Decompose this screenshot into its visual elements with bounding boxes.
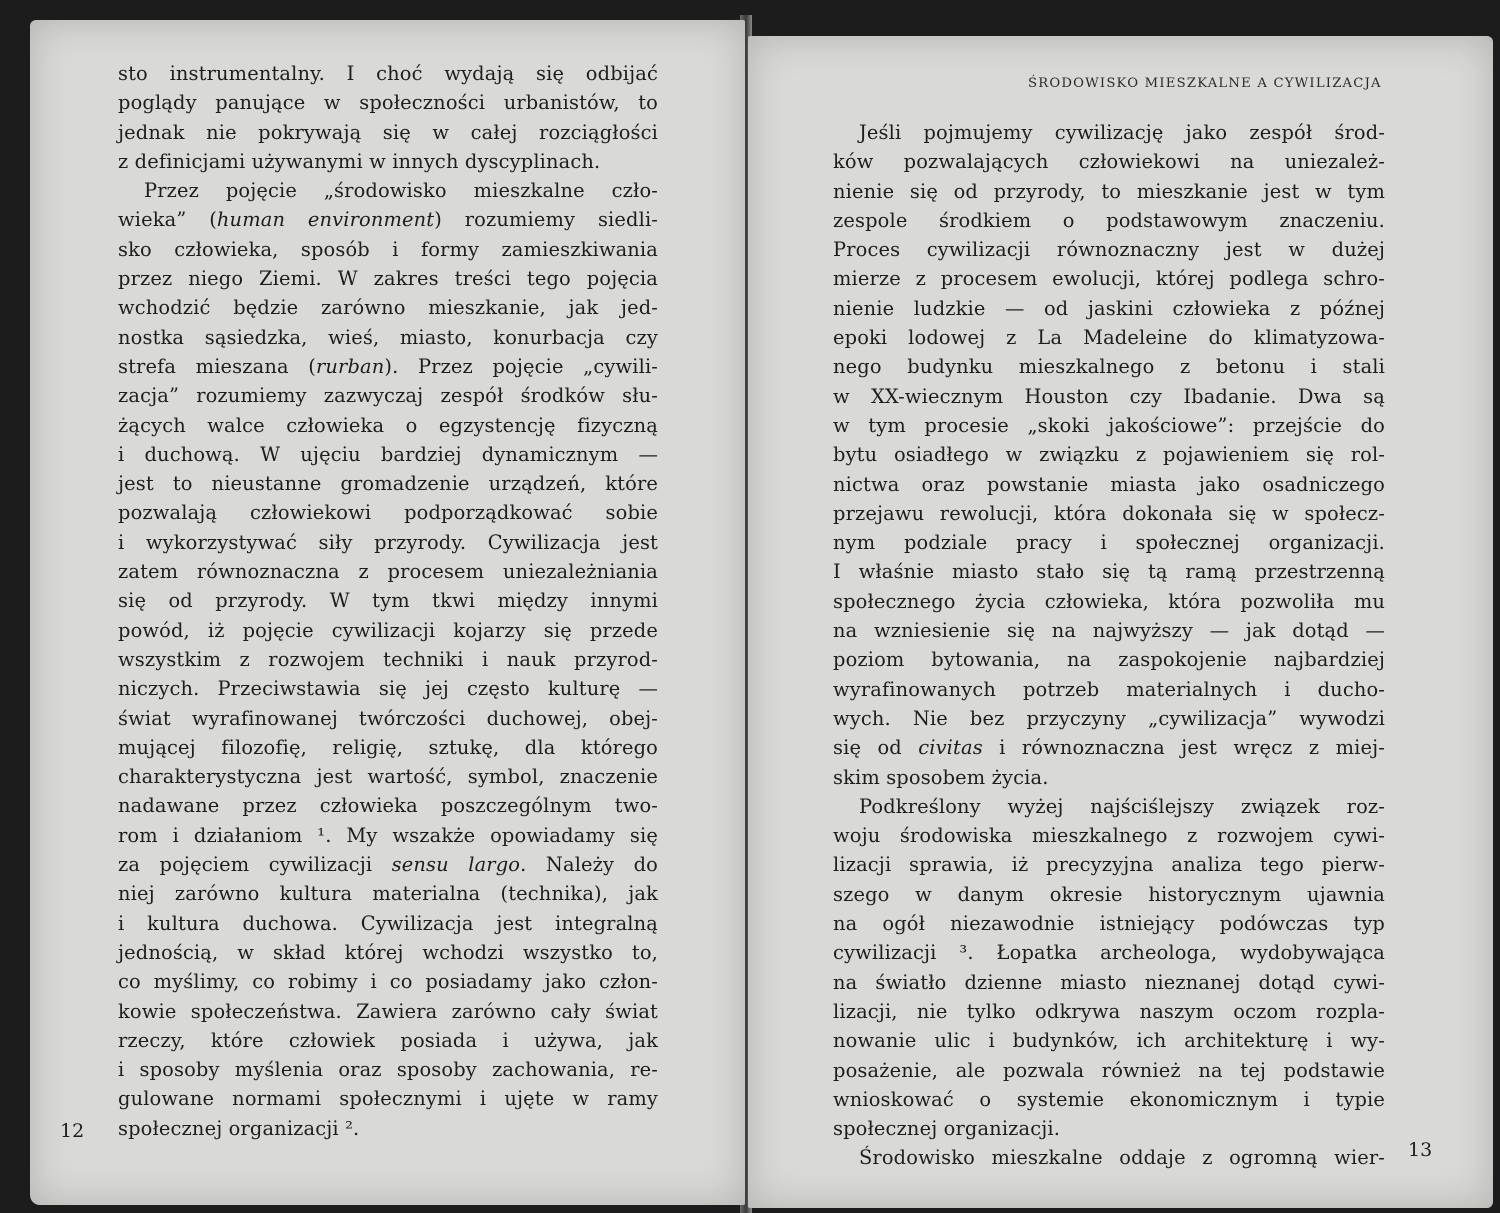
- text-segment: nictwa oraz powstanie miasta jako osadniczego: [833, 472, 1385, 496]
- text-line: [833, 352, 1385, 381]
- text-segment: żących walce człowieka o egzystencję fizyczną: [118, 413, 658, 437]
- text-segment: wych. Nie bez przyczyny „cywilizacja” wywodzi: [833, 706, 1385, 730]
- italic-text: human environment: [216, 208, 435, 232]
- text-segment: mującej filozofię, religię, sztukę, dla którego: [118, 735, 658, 759]
- text-line: [118, 528, 658, 557]
- running-head: ŚRODOWISKO MIESZKALNE A CYWILIZACJA: [1028, 76, 1382, 91]
- italic-text: rurban: [315, 354, 385, 378]
- text-line: [833, 440, 1385, 469]
- text-line: [833, 968, 1385, 997]
- text-line: [118, 645, 658, 674]
- text-line: [833, 704, 1385, 733]
- text-segment: ków pozwalających człowiekowi na uniezależ-: [833, 150, 1385, 174]
- text-line: [118, 967, 658, 996]
- text-segment: sko człowieka, sposób i formy zamieszkiwania: [118, 237, 658, 261]
- text-segment: jednak nie pokrywają się w całej rozciągłości: [118, 120, 658, 144]
- text-line: [118, 469, 658, 498]
- text-line: [833, 118, 1385, 147]
- text-line: [833, 264, 1385, 293]
- text-line: [833, 733, 1385, 762]
- text-line: [833, 1026, 1385, 1055]
- text-line: [118, 850, 658, 879]
- text-segment: cywilizacji ³. Łopatka archeologa, wydobywająca: [833, 941, 1385, 965]
- text-segment: kowie społeczeństwa. Zawiera zarówno cały świat: [118, 999, 658, 1023]
- text-segment: zespole środkiem o podstawowym znaczeniu.: [833, 208, 1385, 232]
- text-segment: nego budynku mieszkalnego z betonu i stali: [833, 355, 1385, 379]
- text-segment: poziom bytowania, na zaspokojenie najbardziej: [833, 648, 1385, 672]
- text-segment: na ogół niezawodnie istniejący podówczas typ: [833, 912, 1385, 936]
- text-segment: nostka sąsiedzka, wieś, miasto, konurbacja czy: [118, 325, 658, 349]
- right-page: [748, 36, 1493, 1208]
- text-line: [833, 411, 1385, 440]
- text-segment: lizacji sprawia, iż precyzyjna analiza tego pierw-: [833, 853, 1385, 877]
- text-line: [833, 557, 1385, 586]
- text-segment: ). Przez pojęcie „cywili-: [384, 354, 658, 378]
- text-segment: charakterystyczna jest wartość, symbol, znaczenie: [118, 765, 658, 789]
- text-segment: powód, iż pojęcie cywilizacji kojarzy się przede: [118, 618, 658, 642]
- text-line: [833, 763, 1385, 792]
- text-segment: i równoznaczna jest wręcz z miej-: [982, 736, 1386, 760]
- page-number-left: 12: [60, 1120, 85, 1142]
- text-segment: Jeśli pojmujemy cywilizację jako zespół środ-: [859, 121, 1385, 144]
- text-line: [833, 938, 1385, 967]
- text-line: [833, 528, 1385, 557]
- text-line: [118, 557, 658, 586]
- text-segment: nienie ludzkie — od jaskini człowieka z późnej: [833, 296, 1385, 320]
- text-segment: się od przyrody. W tym tkwi między innymi: [118, 589, 658, 613]
- text-segment: rom i działaniom ¹. My wszakże opowiadamy się: [118, 823, 658, 847]
- text-segment: epoki lodowej z La Madeleine do klimatyzowa-: [833, 326, 1385, 350]
- text-line: [118, 1055, 658, 1084]
- text-segment: na wzniesienie się na najwyższy — jak dotąd —: [833, 619, 1385, 643]
- text-segment: na światło dzienne miasto nieznanej dotąd cywi-: [833, 970, 1385, 994]
- text-segment: woju środowiska mieszkalnego z rozwojem cywi-: [833, 824, 1385, 848]
- text-segment: nowanie ulic i budynków, ich architekturę i wy-: [833, 1029, 1385, 1053]
- text-line: [118, 909, 658, 938]
- text-line: [833, 382, 1385, 411]
- text-segment: strefa mieszana (: [118, 354, 316, 378]
- text-segment: co myślimy, co robimy i co posiadamy jako człon-: [118, 970, 658, 994]
- text-segment: nadawane przez człowieka poszczególnym two-: [118, 794, 658, 818]
- text-line: [118, 1114, 658, 1143]
- text-line: [118, 674, 658, 703]
- text-line: [118, 293, 658, 322]
- text-line: [833, 587, 1385, 616]
- text-segment: z definicjami używanymi w innych dyscyplinach.: [118, 149, 601, 173]
- text-segment: pozwalają człowiekowi podporządkować sobie: [118, 501, 658, 525]
- text-segment: wieka” (: [118, 208, 217, 232]
- text-line: [833, 909, 1385, 938]
- text-line: [118, 323, 658, 352]
- text-line: [118, 704, 658, 733]
- text-line: [118, 235, 658, 264]
- text-line: [833, 1056, 1385, 1085]
- text-segment: Środowisko mieszkalne oddaje z ogromną wier-: [859, 1146, 1385, 1170]
- text-line: [118, 821, 658, 850]
- italic-text: civitas: [918, 736, 983, 760]
- text-line: [833, 235, 1385, 264]
- text-line: [833, 1143, 1385, 1172]
- text-segment: gulowane normami społecznymi i ujęte w ramy: [118, 1087, 658, 1111]
- italic-text: sensu largo: [391, 853, 521, 877]
- text-line: [118, 381, 658, 410]
- text-line: [833, 499, 1385, 528]
- text-line: [118, 352, 658, 381]
- text-line: [118, 176, 658, 205]
- text-segment: I właśnie miasto stało się tą ramą przestrzenną: [833, 560, 1385, 584]
- text-segment: społecznego życia człowieka, która pozwoliła mu: [833, 589, 1385, 613]
- text-segment: jest to nieustanne gromadzenie urządzeń, które: [118, 472, 658, 496]
- text-segment: za pojęciem cywilizacji: [118, 853, 392, 877]
- text-line: [833, 997, 1385, 1026]
- text-segment: poglądy panujące w społeczności urbanistów, to: [118, 91, 658, 115]
- text-line: [118, 586, 658, 615]
- text-segment: sto instrumentalny. I choć wydają się odbijać: [118, 62, 658, 85]
- text-line: [118, 791, 658, 820]
- text-line: [118, 205, 658, 234]
- text-line: [118, 997, 658, 1026]
- text-segment: nym podziale pracy i społecznej organizacji.: [833, 531, 1385, 555]
- text-line: [118, 440, 658, 469]
- text-line: [118, 118, 658, 147]
- text-line: [833, 616, 1385, 645]
- text-line: [833, 675, 1385, 704]
- text-segment: i sposoby myślenia oraz sposoby zachowania, re-: [118, 1058, 658, 1082]
- text-segment: niczych. Przeciwstawia się jej często kulturę —: [118, 677, 658, 701]
- text-segment: nienie się od przyrody, to mieszkanie jest w tym: [833, 179, 1385, 203]
- text-segment: wyrafinowanych potrzeb materialnych i ducho-: [833, 677, 1385, 701]
- text-segment: skim sposobem życia.: [833, 765, 1049, 789]
- text-segment: bytu osiadłego w związku z pojawieniem się rol-: [833, 443, 1385, 467]
- text-segment: zatem równoznaczna z procesem uniezależniania: [118, 560, 658, 584]
- text-segment: społecznej organizacji ².: [118, 1116, 360, 1140]
- text-segment: społecznej organizacji.: [833, 1117, 1061, 1141]
- right-page-body: [833, 118, 1385, 1173]
- text-line: [118, 762, 658, 791]
- text-line: [833, 1085, 1385, 1114]
- text-line: [833, 880, 1385, 909]
- text-segment: lizacji, nie tylko odkrywa naszym oczom rozpla-: [833, 999, 1385, 1023]
- text-segment: wnioskować o systemie ekonomicznym i typie: [833, 1087, 1385, 1111]
- text-segment: i kultura duchowa. Cywilizacja jest integralną: [118, 911, 658, 935]
- left-page-body: [118, 59, 658, 1143]
- text-segment: rzeczy, które człowiek posiada i używa, jak: [118, 1028, 658, 1052]
- page-number-right: 13: [1408, 1139, 1433, 1161]
- text-line: [118, 733, 658, 762]
- text-segment: przejawu rewolucji, która dokonała się w społecz-: [833, 501, 1385, 525]
- text-line: [118, 616, 658, 645]
- text-line: [118, 1084, 658, 1113]
- text-segment: ) rozumiemy siedli-: [434, 208, 658, 232]
- text-line: [833, 177, 1385, 206]
- text-line: [833, 206, 1385, 235]
- text-line: [833, 147, 1385, 176]
- text-segment: w tym procesie „skoki jakościowe”: przejście do: [833, 413, 1385, 437]
- text-line: [833, 850, 1385, 879]
- left-page: [30, 20, 745, 1205]
- text-line: [833, 645, 1385, 674]
- text-line: [118, 498, 658, 527]
- text-segment: Przez pojęcie „środowisko mieszkalne czło-: [144, 179, 658, 203]
- text-line: [833, 294, 1385, 323]
- text-line: [118, 147, 658, 176]
- text-segment: i duchową. W ujęciu bardziej dynamicznym —: [118, 442, 658, 466]
- text-line: [833, 821, 1385, 850]
- text-segment: niej zarówno kultura materialna (technika), jak: [118, 882, 658, 906]
- text-segment: Podkreślony wyżej najściślejszy związek roz-: [859, 794, 1385, 818]
- text-segment: w XX-wiecznym Houston czy Ibadanie. Dwa są: [833, 384, 1385, 408]
- text-line: [118, 264, 658, 293]
- text-line: [118, 1026, 658, 1055]
- text-line: [118, 59, 658, 88]
- text-segment: przez niego Ziemi. W zakres treści tego pojęcia: [118, 267, 658, 291]
- text-segment: świat wyrafinowanej twórczości duchowej, obej-: [118, 706, 658, 730]
- text-segment: i wykorzystywać siły przyrody. Cywilizacja jest: [118, 530, 658, 554]
- text-segment: się od: [833, 736, 919, 760]
- text-line: [833, 1114, 1385, 1143]
- text-segment: wszystkim z rozwojem techniki i nauk przyrod-: [118, 647, 658, 671]
- text-line: [833, 323, 1385, 352]
- text-segment: jednością, w skład której wchodzi wszystko to,: [118, 940, 658, 964]
- text-line: [833, 470, 1385, 499]
- text-segment: posażenie, ale pozwala również na tej podstawie: [833, 1058, 1385, 1082]
- text-segment: zacja” rozumiemy zazwyczaj zespół środków słu-: [118, 384, 658, 408]
- text-segment: wchodzić będzie zarówno mieszkanie, jak jed-: [118, 296, 658, 320]
- text-line: [833, 792, 1385, 821]
- text-segment: szego w danym okresie historycznym ujawnia: [833, 882, 1385, 906]
- text-segment: Proces cywilizacji równoznaczny jest w dużej: [833, 238, 1385, 262]
- text-segment: mierze z procesem ewolucji, której podlega schro-: [833, 267, 1385, 291]
- text-line: [118, 938, 658, 967]
- text-line: [118, 879, 658, 908]
- text-segment: . Należy do: [520, 853, 658, 877]
- text-line: [118, 88, 658, 117]
- text-line: [118, 411, 658, 440]
